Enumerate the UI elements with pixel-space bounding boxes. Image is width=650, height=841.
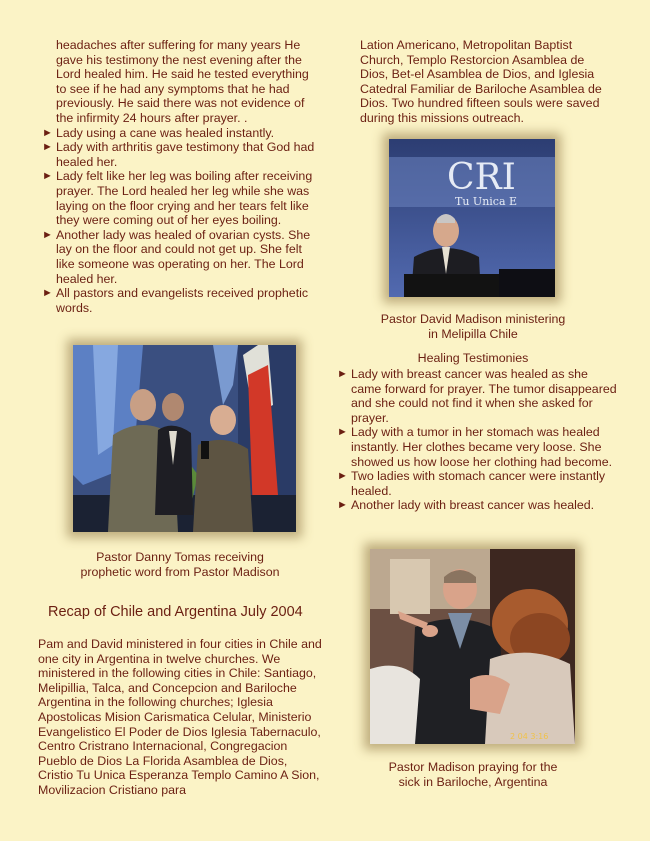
- bullet-arrow-icon: ►: [42, 228, 53, 241]
- left-bullet-list: [42, 126, 318, 316]
- list-item: ► Another lady was healed of ovarian cysts. She lay on the floor and could not get up. She felt like someone was operating on her. The Lord healed her.: [42, 227, 311, 286]
- healing-testimonies-list: [337, 367, 617, 513]
- bullet-arrow-icon: ►: [42, 287, 53, 300]
- list-item: ► Lady using a cane was healed instantly.: [42, 125, 275, 140]
- recap-paragraph: Pam and David ministered in four cities in Chile and one city in Argentina in twelve churches. We ministered in the following cities in Chile: Santiago, Melipillia, Talca, and Concepcion and Bariloche Argentina in the following churches; Iglesia Apostolicas Mision Carismatica Celular, Ministerio Evangelistico El Poder de Dios Iglesia Tabernaculo, Centro Cristrano Internacional, Congregacion Pueblo de Dios La Florida Asamblea de Dios, Cristio Tu Unica Esperanza Templo Camino A Sion, Movilizacion Cristiano para: [38, 637, 322, 797]
- bullet-arrow-icon: ►: [337, 470, 348, 483]
- banner-sign-subtext: Tu Unica E: [455, 195, 518, 208]
- recap-heading: Recap of Chile and Argentina July 2004: [48, 604, 303, 620]
- list-item: ► Lady with breast cancer was healed as she came forward for prayer. The tumor disappeared and she could not find it when she asked for prayer.: [337, 367, 617, 425]
- bullet-arrow-icon: ►: [337, 368, 348, 380]
- photo-david-madison-melipilla: [389, 139, 555, 297]
- healing-testimonies-heading: Healing Testimonies: [417, 351, 529, 365]
- list-item: ► Two ladies with stomach cancer were instantly healed.: [337, 469, 606, 498]
- intro-paragraph: headaches after suffering for many years He gave his testimony the nest evening after the Lord healed him. He said he tested everything to see if he had any symptoms that he had previously. He said there was not evidence of the infirmity 24 hours after prayer. .: [56, 38, 309, 125]
- bullet-arrow-icon: ►: [337, 499, 348, 512]
- photo-illustration: [73, 345, 296, 532]
- left-column-top-text: [42, 38, 318, 315]
- bariloche-photo-caption: Pastor Madison praying for the sick in Bariloche, Argentina: [388, 760, 558, 789]
- photo-danny-tomas: [73, 345, 296, 532]
- list-item: ► Lady with a tumor in her stomach was healed instantly. Her clothes became very loose. She showed us how loose her clothing had become.: [337, 425, 613, 469]
- bullet-arrow-icon: ►: [42, 170, 53, 183]
- banner-sign-text: CRI: [447, 157, 516, 198]
- photo-illustration: [389, 139, 555, 297]
- date-stamp: 2 04 3:16: [510, 732, 549, 741]
- list-item: ► Lady felt like her leg was boiling after receiving prayer. The Lord healed her leg while she was laying on the floor crying and her tears felt like they were coming out of her eyes boiling.: [42, 169, 313, 228]
- bullet-arrow-icon: ►: [42, 126, 53, 139]
- list-item: ► Another lady with breast cancer was healed.: [337, 498, 595, 513]
- list-item: ► All pastors and evangelists received prophetic words.: [42, 286, 309, 315]
- list-item: ► Lady with arthritis gave testimony that God had healed her.: [42, 140, 315, 169]
- right-column-top-text: Lation Americano, Metropolitan Baptist Church, Templo Restorcion Asamblea de Dios, Bet-el Asamblea de Dios, and Iglesia Catedral Familiar de Bariloche Asamblea de Dios. Two hundred fifteen souls were saved during this missions outreach.: [360, 38, 602, 125]
- danny-tomas-photo-caption: Pastor Danny Tomas receiving prophetic word from Pastor Madison: [80, 550, 280, 579]
- melipilla-photo-caption: Pastor David Madison ministering in Melipilla Chile: [380, 312, 566, 341]
- photo-illustration: [370, 549, 575, 744]
- bullet-arrow-icon: ►: [337, 426, 348, 439]
- photo-madison-bariloche: [370, 549, 575, 744]
- bullet-arrow-icon: ►: [42, 141, 53, 154]
